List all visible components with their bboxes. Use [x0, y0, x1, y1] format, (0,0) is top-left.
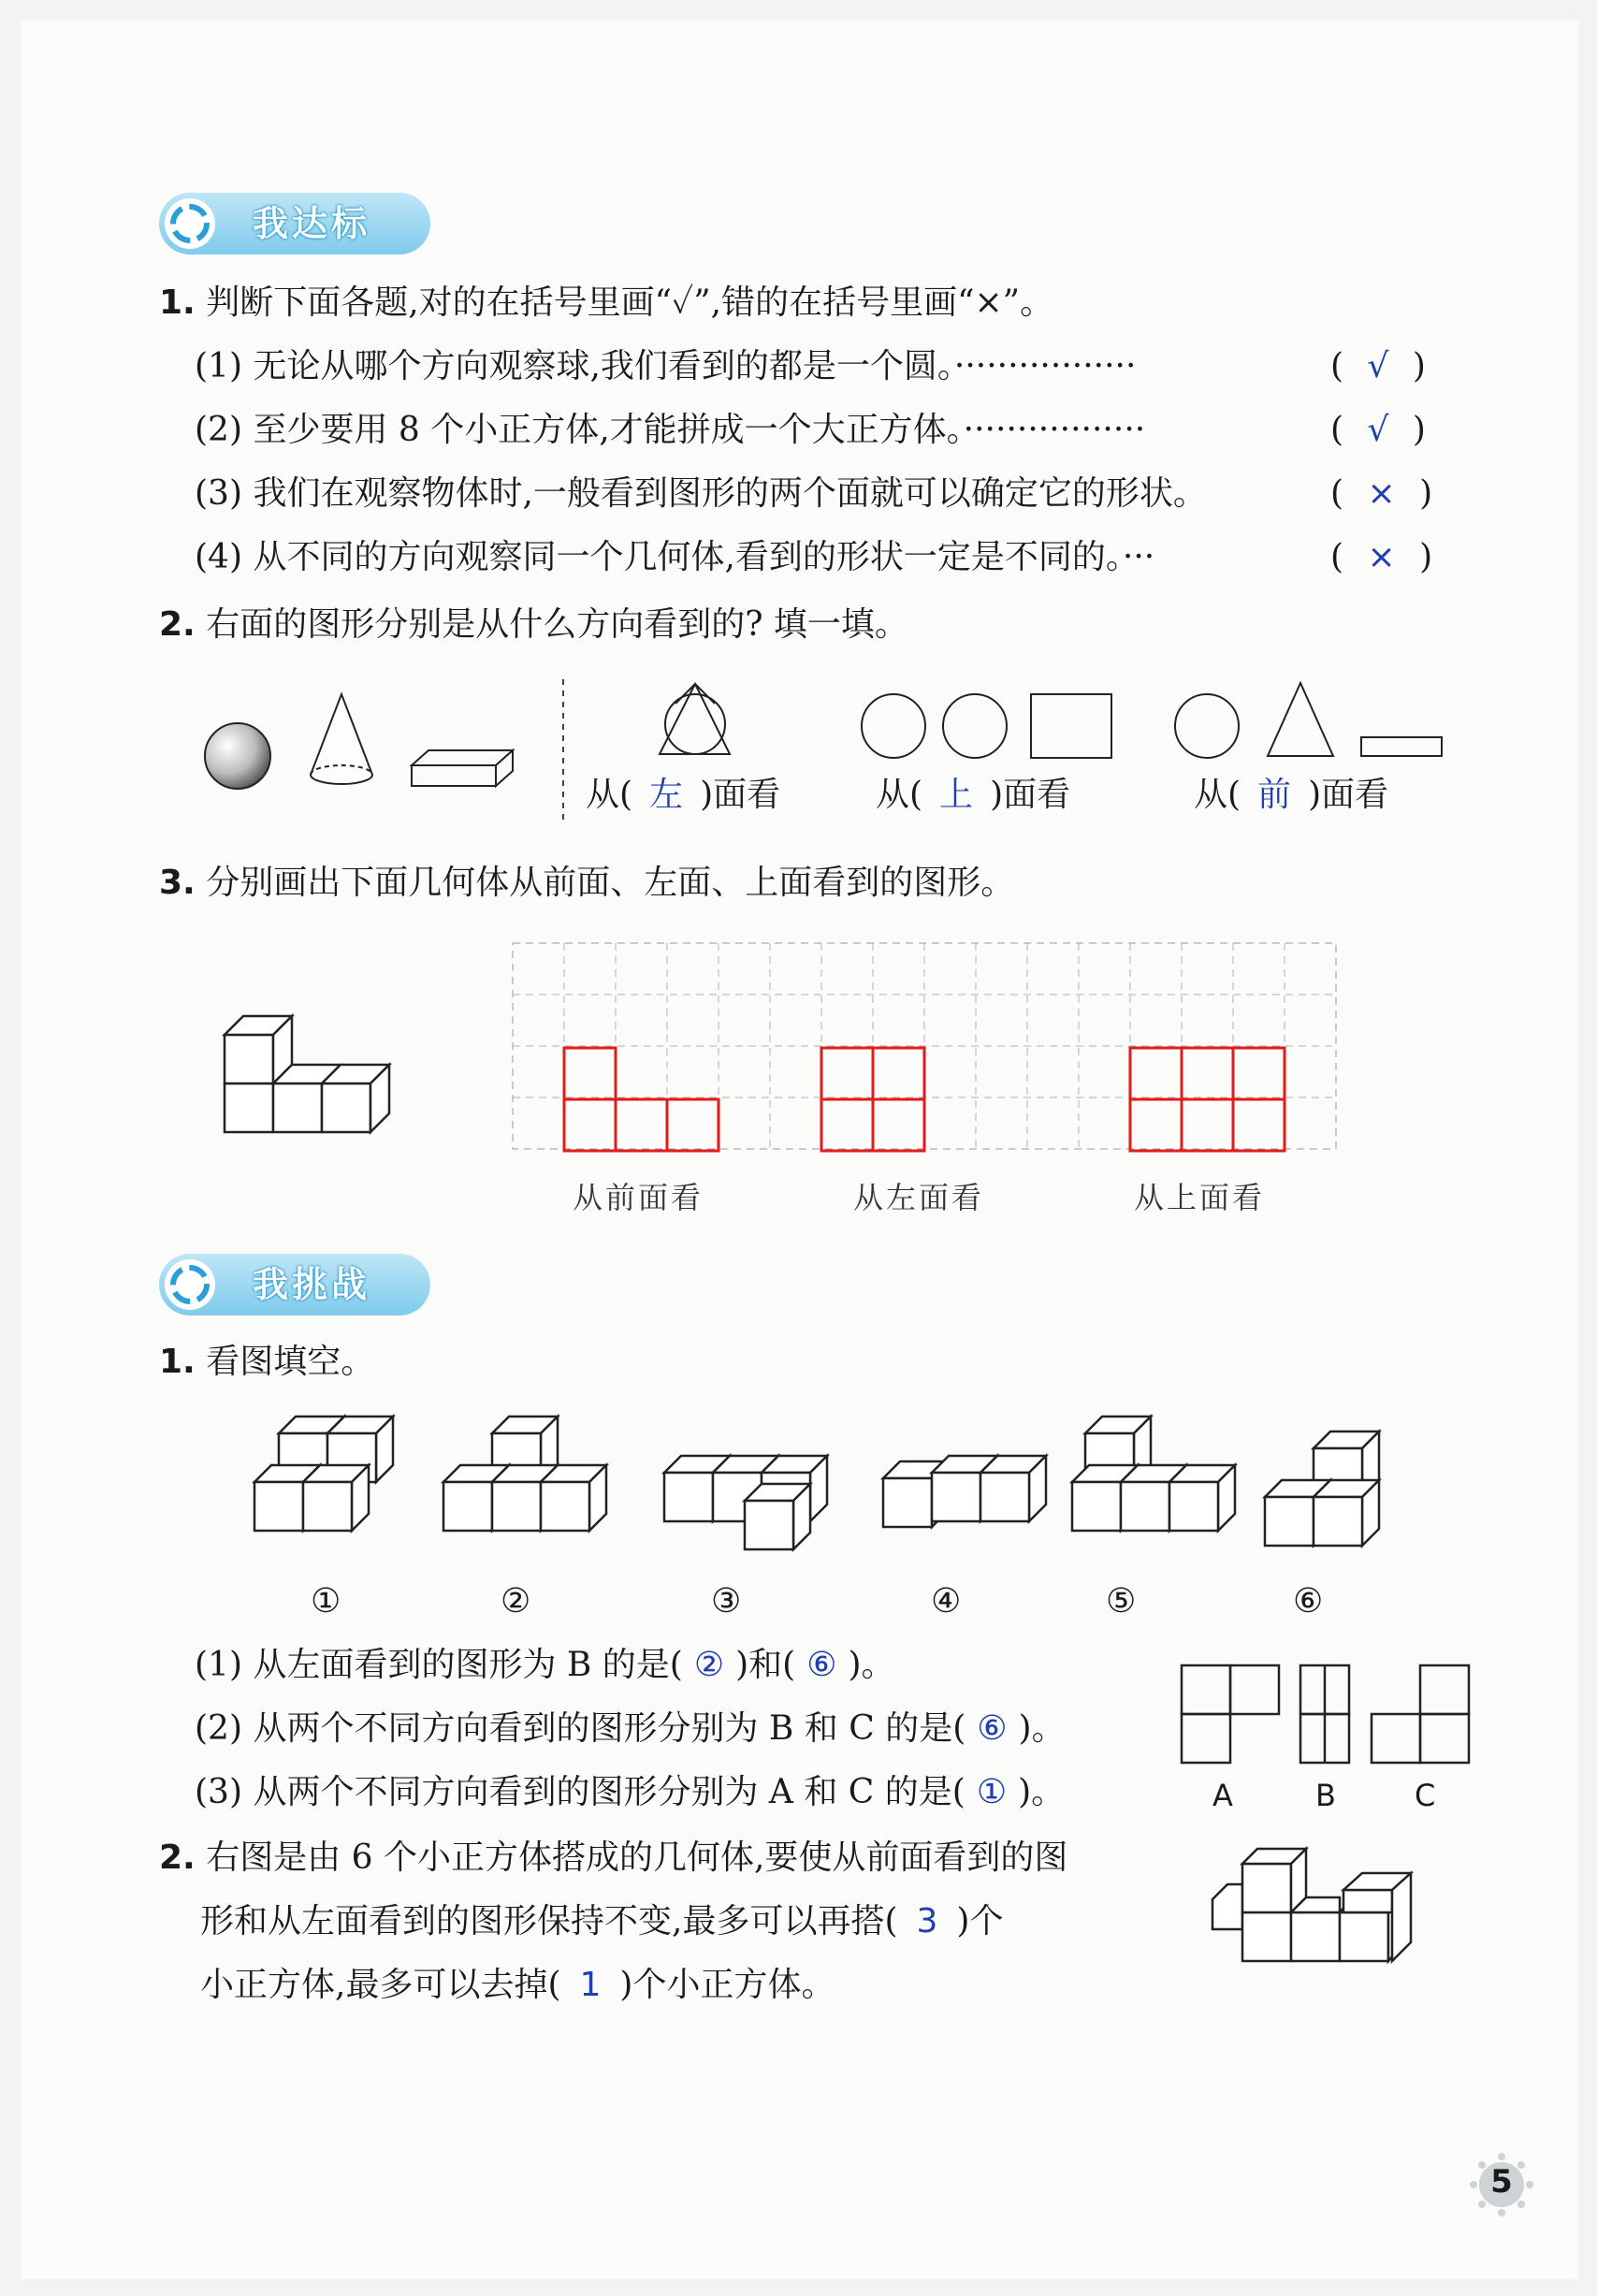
page-number-badge: [1469, 2152, 1534, 2217]
figure-label-1: ①: [311, 1582, 341, 1620]
q1-item-1: (1) 无论从哪个方向观察球,我们看到的都是一个圆。·················: [195, 347, 1137, 385]
q1-item-2: (2) 至少要用 8 个小正方体,才能拼成一个大正方体。·················: [195, 411, 1146, 449]
q2-view-1: 从( 左 )面看: [586, 776, 781, 814]
section-title: 我达标: [253, 203, 371, 244]
section-title: 我挑战: [253, 1264, 371, 1305]
caption-top: 从上面看: [1134, 1180, 1266, 1215]
figure-label-2: ②: [501, 1582, 531, 1620]
challenge-1: 1. 看图填空。: [159, 1343, 375, 1381]
challenge-2-line-2: 形和从左面看到的图形保持不变,最多可以再搭( 3 )个: [200, 1902, 1004, 1940]
question-3: 3. 分别画出下面几何体从前面、左面、上面看到的图形。: [159, 864, 1015, 902]
q1-item-3: (3) 我们在观察物体时,一般看到图形的两个面就可以确定它的形状。: [195, 474, 1207, 513]
challenge-2-line-3: 小正方体,最多可以去掉( 1 )个小正方体。: [200, 1966, 835, 2004]
challenge-2-line-1: 2. 右图是由 6 个小正方体搭成的几何体,要使从前面看到的图: [159, 1838, 1068, 1877]
option-a-label: A: [1212, 1778, 1233, 1813]
question-1: 1. 判断下面各题,对的在括号里画“✓”,错的在括号里画“×”。: [159, 283, 1054, 322]
option-c-label: C: [1415, 1778, 1436, 1813]
q1-item-4: (4) 从不同的方向观察同一个几何体,看到的形状一定是不同的。···: [195, 538, 1155, 576]
question-2: 2. 右面的图形分别是从什么方向看到的? 填一填。: [159, 605, 908, 644]
c1-q1: (1) 从左面看到的图形为 B 的是( ② )和( ⑥ )。: [195, 1646, 895, 1684]
caption-left: 从左面看: [853, 1180, 985, 1215]
q1-answer-2: ( √ ): [1330, 411, 1426, 449]
figure-label-3: ③: [711, 1582, 742, 1620]
caption-front: 从前面看: [573, 1180, 704, 1215]
q2-view-2: 从( 上 )面看: [876, 776, 1071, 814]
q2-view-3: 从( 前 )面看: [1194, 776, 1389, 814]
q1-answer-3: ( × ): [1330, 474, 1433, 513]
q1-answer-4: ( × ): [1330, 538, 1433, 576]
figure-label-4: ④: [931, 1582, 962, 1620]
q1-answer-1: ( √ ): [1330, 347, 1426, 385]
figure-label-5: ⑤: [1106, 1582, 1137, 1620]
c1-q3: (3) 从两个不同方向看到的图形分别为 A 和 C 的是( ① )。: [195, 1773, 1066, 1811]
page-number: 5: [1490, 2163, 1513, 2201]
figure-label-6: ⑥: [1293, 1582, 1324, 1620]
c1-q2: (2) 从两个不同方向看到的图形分别为 B 和 C 的是( ⑥ )。: [195, 1709, 1066, 1748]
option-b-label: B: [1315, 1778, 1336, 1813]
